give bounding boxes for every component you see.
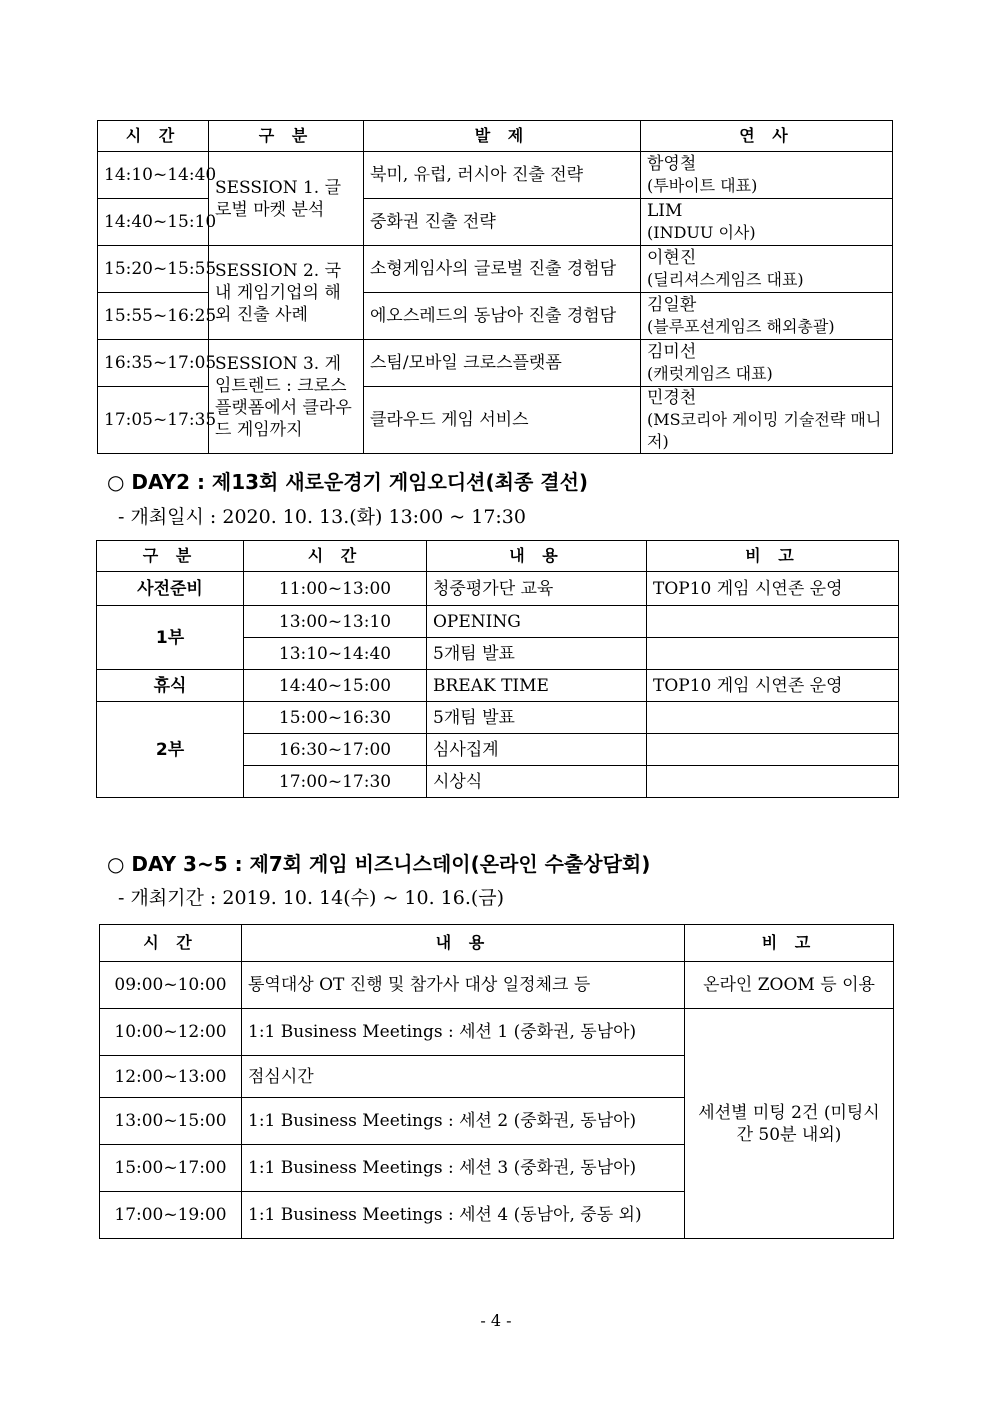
day3-business-meeting-table	[99, 924, 894, 1239]
day2-heading: ○ DAY2 : 제13회 새로운경기 게임오디션(최종 결선)	[107, 470, 589, 494]
table-row	[98, 340, 893, 387]
table-header-row	[98, 121, 893, 152]
table-row	[97, 572, 899, 606]
table-row	[100, 962, 894, 1009]
table-row	[100, 1009, 894, 1056]
session-label: SESSION 2. 국내 게임기업의 해외 진출 사례	[209, 246, 364, 340]
speaker-cell	[641, 340, 893, 387]
topic-cell: 중화권 진출 전략	[364, 199, 641, 246]
content-cell: 점심시간	[242, 1056, 685, 1098]
day3-heading: ○ DAY 3~5 : 제7회 게임 비즈니스데이(온라인 수출상담회)	[107, 852, 651, 876]
speaker-name: 김미선	[647, 342, 697, 362]
table-row	[97, 702, 899, 734]
time-cell: 16:35~17:05	[98, 340, 209, 387]
speaker-name: 이현진	[647, 248, 697, 268]
topic-cell: 클라우드 게임 서비스	[364, 387, 641, 454]
time-cell: 15:55~16:25	[98, 293, 209, 340]
column-header-category: 구 분	[97, 541, 244, 572]
content-cell: 5개팀 발표	[427, 702, 647, 734]
topic-cell: 에오스레드의 동남아 진출 경험담	[364, 293, 641, 340]
column-header-time: 시 간	[244, 541, 427, 572]
content-cell: BREAK TIME	[427, 670, 647, 702]
time-cell: 14:10~14:40	[98, 152, 209, 199]
speaker-name: 김일환	[647, 295, 697, 315]
content-cell: 통역대상 OT 진행 및 참가사 대상 일정체크 등	[242, 962, 685, 1009]
merged-note-cell: 세션별 미팅 2건 (미팅시간 50분 내외)	[685, 1009, 894, 1239]
note-cell	[647, 766, 899, 798]
table-row	[97, 606, 899, 638]
speaker-name: 함영철	[647, 154, 697, 174]
speaker-cell	[641, 199, 893, 246]
speaker-cell	[641, 387, 893, 454]
speaker-cell	[641, 246, 893, 293]
note-cell	[647, 702, 899, 734]
speaker-name: LIM	[647, 201, 683, 221]
day2-date-line: - 개최일시 : 2020. 10. 13.(화) 13:00 ~ 17:30	[118, 506, 526, 528]
speaker-affiliation: (캐럿게임즈 대표)	[647, 364, 773, 383]
time-cell: 12:00~13:00	[100, 1056, 242, 1098]
speaker-affiliation: (MS코리아 게이밍 기술전략 매니저)	[647, 410, 882, 451]
column-header-time: 시 간	[98, 121, 209, 152]
time-cell: 15:00~16:30	[244, 702, 427, 734]
note-cell	[647, 734, 899, 766]
note-cell: 온라인 ZOOM 등 이용	[685, 962, 894, 1009]
table-header-row	[100, 925, 894, 962]
topic-cell: 북미, 유럽, 러시아 진출 전략	[364, 152, 641, 199]
content-cell: 5개팀 발표	[427, 638, 647, 670]
content-cell: 청중평가단 교육	[427, 572, 647, 606]
speaker-cell	[641, 152, 893, 199]
time-cell: 09:00~10:00	[100, 962, 242, 1009]
speaker-affiliation: (투바이트 대표)	[647, 176, 758, 195]
table-row	[98, 152, 893, 199]
topic-cell: 소형게임사의 글로벌 진출 경험담	[364, 246, 641, 293]
time-cell: 13:00~13:10	[244, 606, 427, 638]
content-cell: 시상식	[427, 766, 647, 798]
column-header-content: 내 용	[242, 925, 685, 962]
group-label: 2부	[97, 702, 244, 798]
speaker-affiliation: (블루포션게임즈 해외총괄)	[647, 317, 835, 336]
time-cell: 17:00~19:00	[100, 1192, 242, 1239]
day3-date-line: - 개최기간 : 2019. 10. 14(수) ~ 10. 16.(금)	[118, 887, 505, 909]
note-cell: TOP10 게임 시연존 운영	[647, 670, 899, 702]
group-label: 휴식	[97, 670, 244, 702]
note-cell	[647, 638, 899, 670]
content-cell: 심사집계	[427, 734, 647, 766]
content-cell: 1:1 Business Meetings : 세션 1 (중화권, 동남아)	[242, 1009, 685, 1056]
column-header-content: 내 용	[427, 541, 647, 572]
topic-cell: 스팀/모바일 크로스플랫폼	[364, 340, 641, 387]
time-cell: 15:20~15:55	[98, 246, 209, 293]
note-cell: TOP10 게임 시연존 운영	[647, 572, 899, 606]
time-cell: 15:00~17:00	[100, 1145, 242, 1192]
page-number: - 4 -	[480, 1311, 512, 1330]
speaker-cell	[641, 293, 893, 340]
session-label: SESSION 3. 게임트렌드 : 크로스 플랫폼에서 클라우드 게임까지	[209, 340, 364, 454]
time-cell: 11:00~13:00	[244, 572, 427, 606]
time-cell: 13:00~15:00	[100, 1098, 242, 1145]
content-cell: OPENING	[427, 606, 647, 638]
group-label: 1부	[97, 606, 244, 670]
column-header-speaker: 연 사	[641, 121, 893, 152]
speaker-name: 민경천	[647, 388, 697, 408]
column-header-category: 구 분	[209, 121, 364, 152]
time-cell: 14:40~15:00	[244, 670, 427, 702]
column-header-note: 비 고	[647, 541, 899, 572]
speaker-affiliation: (INDUU 이사)	[647, 223, 756, 242]
day2-schedule-table	[96, 540, 899, 798]
time-cell: 16:30~17:00	[244, 734, 427, 766]
time-cell: 13:10~14:40	[244, 638, 427, 670]
column-header-time: 시 간	[100, 925, 242, 962]
table-row	[98, 246, 893, 293]
group-label: 사전준비	[97, 572, 244, 606]
session-label: SESSION 1. 글로벌 마켓 분석	[209, 152, 364, 246]
table-header-row	[97, 541, 899, 572]
time-cell: 17:00~17:30	[244, 766, 427, 798]
time-cell: 14:40~15:10	[98, 199, 209, 246]
content-cell: 1:1 Business Meetings : 세션 4 (동남아, 중동 외)	[242, 1192, 685, 1239]
day1-conference-table	[97, 120, 893, 454]
content-cell: 1:1 Business Meetings : 세션 3 (중화권, 동남아)	[242, 1145, 685, 1192]
time-cell: 17:05~17:35	[98, 387, 209, 454]
note-cell	[647, 606, 899, 638]
content-cell: 1:1 Business Meetings : 세션 2 (중화권, 동남아)	[242, 1098, 685, 1145]
column-header-topic: 발 제	[364, 121, 641, 152]
table-row	[97, 670, 899, 702]
speaker-affiliation: (딜리셔스게임즈 대표)	[647, 270, 804, 289]
time-cell: 10:00~12:00	[100, 1009, 242, 1056]
column-header-note: 비 고	[685, 925, 894, 962]
